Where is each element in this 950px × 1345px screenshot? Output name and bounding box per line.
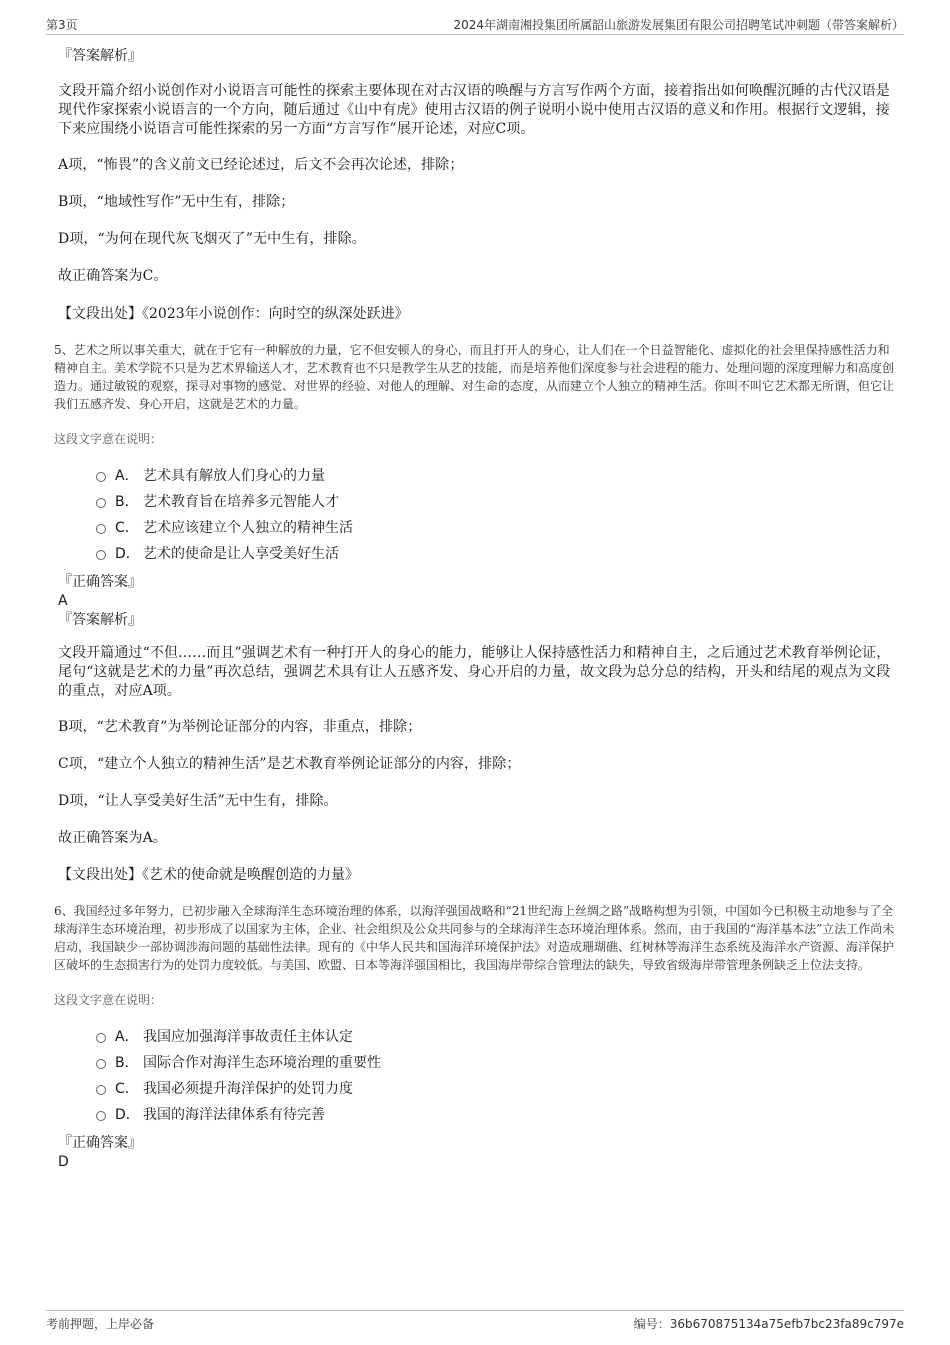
radio-button[interactable] [96, 498, 106, 508]
question-prompt: 这段文字意在说明： [54, 432, 163, 446]
analysis-paragraph: B项，“地域性写作”无中生有，排除； [58, 194, 295, 210]
option-a[interactable]: A． 艺术具有解放人们身心的力量 [96, 462, 898, 488]
option-c[interactable]: C． 我国必须提升海洋保护的处罚力度 [96, 1075, 898, 1101]
option-b[interactable]: B． 艺术教育旨在培养多元智能人才 [96, 488, 898, 514]
analysis-paragraph: B项，“艺术教育”为举例论证部分的内容，非重点，排除； [58, 719, 422, 735]
analysis-paragraph: 故正确答案为A。 [58, 830, 167, 846]
document-title: 2024年湖南湘投集团所属韶山旅游发展集团有限公司招聘笔试冲刺题（带答案解析） [453, 18, 904, 32]
question-prompt: 这段文字意在说明： [54, 993, 163, 1007]
analysis-paragraph: A项，“怖畏”的含义前文已经论述过，后文不会再次论述，排除； [58, 157, 464, 173]
options-list [96, 462, 898, 566]
analysis-paragraph: 文段开篇介绍小说创作对小说语言可能性的探索主要体现在对古汉语的唤醒与方言写作两个方面，接着指出如何唤醒沉睡的古代汉语是现代作家探索小说语言的一个方向，随后通过《山中有虎》使用古汉语的例子说明小说中使用古汉语的意义和作用。根据行文逻辑，接下来应围绕小说语言可能性探索的另一方面“方言写作”展开论述，对应C项。 [58, 83, 890, 137]
analysis-paragraph: 故正确答案为C。 [58, 268, 168, 284]
page-footer [46, 1310, 904, 1333]
radio-button[interactable] [96, 524, 106, 534]
answer-label: 『正确答案』 [58, 1135, 142, 1151]
radio-button[interactable] [96, 1033, 106, 1043]
options-list [96, 1023, 898, 1127]
correct-answer: A [58, 593, 68, 609]
option-d[interactable]: D． 艺术的使命是让人享受美好生活 [96, 540, 898, 566]
question-text: 5、艺术之所以事关重大，就在于它有一种解放的力量，它不但安顿人的身心，而且打开人的身心，让人们在一个日益智能化、虚拟化的社会里保持感性活力和精神自主。美术学院不只是为艺术界输送人才，艺术教育也不只是教学生从艺的技能，而是培养他们深度参与社会进程的能力、处理问题的深度理解力和高度创造力。通过敏锐的观察，探寻对事物的感觉、对世界的经验、对他人的理解、对生命的态度，从而建立个人独立的精神生活。你叫不叫它艺术都无所谓，但它让我们五感齐发、身心开启，这就是艺术的力量。 [54, 343, 895, 411]
option-b[interactable]: B． 国际合作对海洋生态环境治理的重要性 [96, 1049, 898, 1075]
analysis-label: 『答案解析』 [58, 612, 142, 628]
analysis-label: 『答案解析』 [58, 48, 142, 64]
analysis-paragraph: D项，“让人享受美好生活”无中生有，排除。 [58, 793, 338, 809]
correct-answer: D [58, 1154, 69, 1170]
source-citation: 【文段出处】《2023年小说创作：向时空的纵深处跃进》 [58, 306, 409, 322]
radio-button[interactable] [96, 1111, 106, 1121]
radio-button[interactable] [96, 1085, 106, 1095]
footer-slogan: 考前押题，上岸必备 [46, 1317, 155, 1331]
document-code: 编号：36b670875134a75efb7bc23fa89c797e [633, 1317, 904, 1331]
radio-button[interactable] [96, 1059, 106, 1069]
question-text: 6、我国经过多年努力，已初步融入全球海洋生态环境治理的体系，以海洋强国战略和“21世纪海上丝绸之路”战略构想为引领，中国如今已积极主动地参与了全球海洋生态环境治理，初步形成了以国家为主体，企业、社会组织及公众共同参与的全球海洋生态环境治理体系。然而，由于我国的“海洋基本法”立法工作尚未启动，我国缺少一部协调涉海问题的基础性法律。现有的《中华人民共和国海洋环境保护法》对造成珊瑚礁、红树林等海洋生态系统及海洋水产资源、海洋保护区破坏的生态损害行为的处罚力度较低。与美国、欧盟、日本等海洋强国相比，我国海岸带综合管理法的缺失，导致省级海岸带管理条例缺乏上位法支持。 [54, 904, 895, 972]
answer-label: 『正确答案』 [58, 574, 142, 590]
analysis-paragraph: D项，“为何在现代灰飞烟灭了”无中生有，排除。 [58, 231, 366, 247]
option-c[interactable]: C． 艺术应该建立个人独立的精神生活 [96, 514, 898, 540]
analysis-paragraph: 文段开篇通过“不但……而且”强调艺术有一种打开人的身心的能力，能够让人保持感性活力和精神自主，之后通过艺术教育举例论证，尾句“这就是艺术的力量”再次总结，强调艺术具有让人五感齐发、身心开启的力量，故文段为总分总的结构，开头和结尾的观点为文段的重点，对应A项。 [58, 645, 891, 699]
analysis-paragraph: C项，“建立个人独立的精神生活”是艺术教育举例论证部分的内容，排除； [58, 756, 521, 772]
radio-button[interactable] [96, 472, 106, 482]
source-citation: 【文段出处】《艺术的使命就是唤醒创造的力量》 [58, 867, 359, 883]
page-header [46, 14, 904, 35]
radio-button[interactable] [96, 550, 106, 560]
page-number: 第3页 [46, 18, 78, 32]
option-a[interactable]: A． 我国应加强海洋事故责任主体认定 [96, 1023, 898, 1049]
option-d[interactable]: D． 我国的海洋法律体系有待完善 [96, 1101, 898, 1127]
main-content [54, 44, 898, 1171]
